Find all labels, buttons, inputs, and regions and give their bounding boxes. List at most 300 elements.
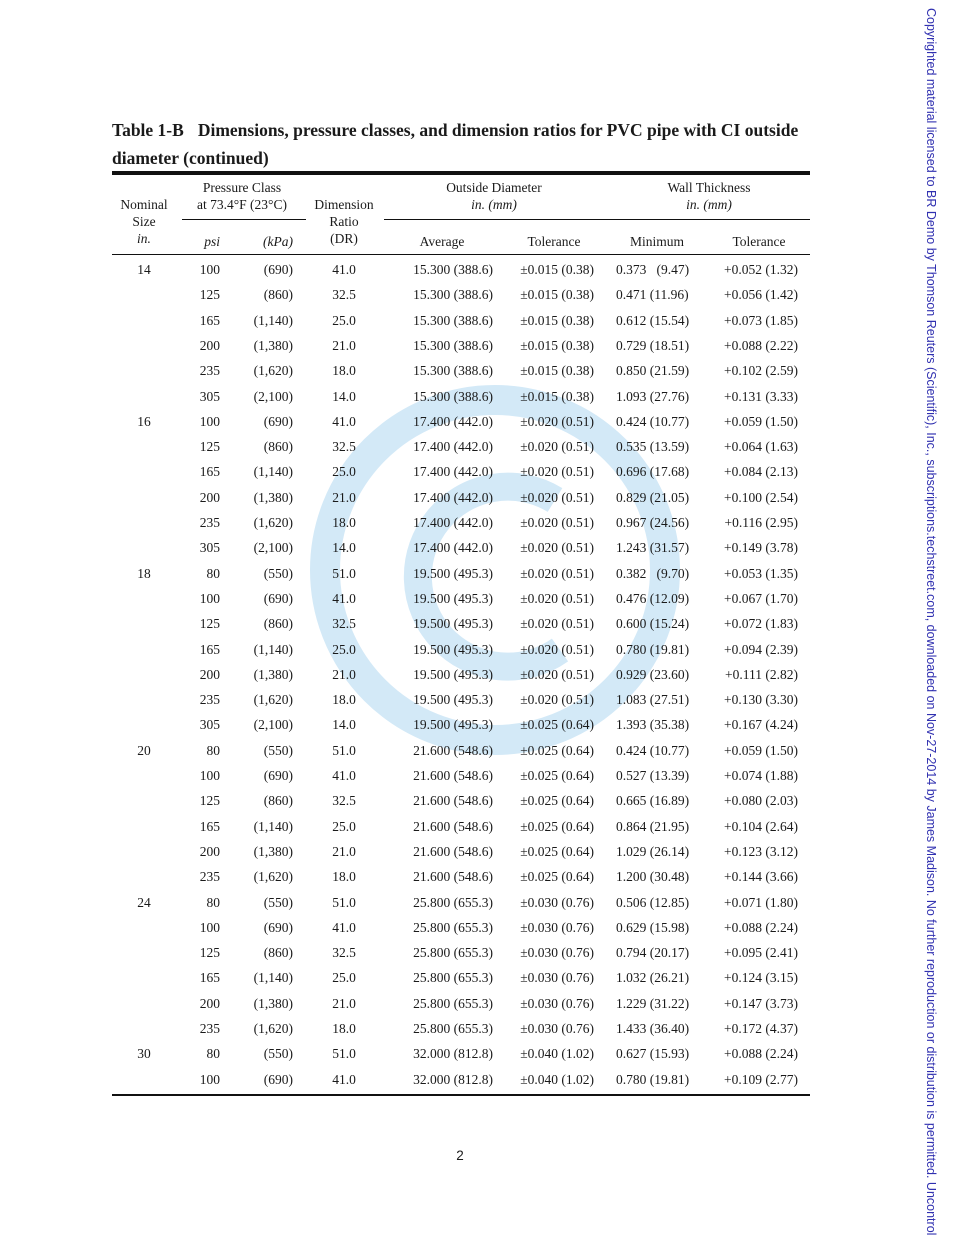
header-outside-diameter [384, 179, 604, 213]
table-row [112, 287, 810, 312]
cell-pressure-psi: 200 [199, 666, 220, 682]
cell-dimension-ratio: 32.5 [332, 439, 356, 455]
table-row [112, 389, 810, 414]
copyright-notice: Copyrighted material licensed to BR Demo by Thomson Reuters (Scientific), Inc., subscriptions.techstreet.com, downloaded on Nov-27-2014 by James Madison. No further reproduction or distribution is permitted. Uncontrol [924, 8, 938, 1235]
cell-wall-tolerance: +0.064 (1.63) [724, 439, 798, 455]
cell-od-tolerance: ±0.025 (0.64) [520, 742, 594, 758]
header-unit: (kPa) [263, 234, 293, 249]
cell-pressure-kpa: (690) [263, 919, 293, 935]
table-row [112, 970, 810, 995]
cell-od-average: 32.000 (812.8) [413, 1071, 493, 1087]
cell-pressure-kpa: (690) [263, 768, 293, 783]
cell-wall-minimum: 0.696 (17.68) [616, 464, 690, 480]
table-row [112, 515, 810, 540]
header-bottom-rule [112, 254, 810, 255]
cell-od-average: 17.400 (442.0) [413, 489, 493, 505]
cell-pressure-psi: 165 [199, 641, 220, 657]
cell-wall-tolerance: +0.067 (1.70) [724, 590, 798, 606]
table-row [112, 1021, 810, 1046]
cell-pressure-psi: 165 [199, 312, 220, 328]
table-row [112, 844, 810, 869]
cell-dimension-ratio: 25.0 [332, 312, 356, 328]
cell-pressure-kpa: (690) [263, 1071, 293, 1087]
cell-od-average: 15.300 (388.6) [413, 312, 493, 328]
cell-wall-minimum: 0.424 (10.77) [616, 742, 690, 758]
cell-od-average: 21.600 (548.6) [413, 793, 493, 809]
cell-pressure-kpa: (860) [263, 945, 293, 961]
cell-od-average: 17.400 (442.0) [413, 515, 493, 530]
cell-pressure-psi: 100 [199, 590, 220, 606]
cell-od-average: 15.300 (388.6) [413, 262, 493, 277]
cell-od-average: 21.600 (548.6) [413, 818, 493, 834]
cell-nominal-size: 18 [137, 565, 151, 581]
cell-pressure-psi: 100 [199, 1071, 220, 1087]
cell-wall-minimum: 0.527 (13.39) [616, 768, 690, 783]
cell-pressure-kpa: (550) [263, 1046, 293, 1062]
cell-pressure-kpa: (1,620) [253, 363, 293, 379]
cell-pressure-psi: 80 [206, 894, 220, 910]
cell-wall-tolerance: +0.124 (3.15) [724, 970, 798, 986]
cell-dimension-ratio: 21.0 [332, 489, 356, 505]
cell-wall-minimum: 0.612 (15.54) [616, 312, 690, 328]
cell-pressure-kpa: (1,620) [253, 869, 293, 885]
cell-pressure-kpa: (690) [263, 413, 293, 429]
cell-wall-minimum: 1.243 (31.57) [616, 540, 690, 556]
table-row [112, 793, 810, 818]
cell-wall-minimum: 0.424 (10.77) [616, 413, 690, 429]
cell-od-average: 19.500 (495.3) [413, 590, 493, 606]
cell-wall-tolerance: +0.094 (2.39) [724, 641, 798, 657]
cell-pressure-psi: 305 [199, 540, 220, 556]
cell-pressure-psi: 305 [199, 388, 220, 404]
cell-wall-tolerance: +0.071 (1.80) [724, 894, 798, 910]
cell-pressure-psi: 235 [199, 1021, 220, 1036]
table-row [112, 1046, 810, 1071]
cell-wall-minimum: 0.850 (21.59) [616, 363, 690, 379]
cell-od-average: 17.400 (442.0) [413, 439, 493, 455]
table-row [112, 768, 810, 793]
cell-od-tolerance: ±0.030 (0.76) [520, 1021, 594, 1036]
cell-wall-tolerance: +0.080 (2.03) [724, 793, 798, 809]
header-wt-tolerance: Tolerance [732, 234, 786, 249]
page-number: 2 [456, 1148, 464, 1163]
cell-wall-tolerance: +0.172 (4.37) [724, 1021, 798, 1036]
cell-wall-minimum: 0.600 (15.24) [616, 616, 690, 632]
cell-od-tolerance: ±0.030 (0.76) [520, 945, 594, 961]
cell-pressure-psi: 125 [199, 439, 220, 455]
cell-od-average: 15.300 (388.6) [413, 287, 493, 303]
cell-od-tolerance: ±0.025 (0.64) [520, 717, 594, 733]
cell-dimension-ratio: 25.0 [332, 970, 356, 986]
cell-od-tolerance: ±0.020 (0.51) [520, 540, 594, 556]
cell-pressure-psi: 80 [206, 1046, 220, 1062]
header-psi [182, 233, 220, 250]
cell-od-tolerance: ±0.025 (0.64) [520, 768, 594, 783]
cell-dimension-ratio: 21.0 [332, 337, 356, 353]
cell-pressure-psi: 235 [199, 363, 220, 379]
header-pressure-class [180, 179, 304, 213]
cell-pressure-kpa: (550) [263, 742, 293, 758]
table-row [112, 920, 810, 945]
header-average: Average [419, 234, 465, 249]
cell-pressure-psi: 200 [199, 843, 220, 859]
cell-wall-minimum: 0.627 (15.93) [616, 1046, 690, 1062]
cell-wall-tolerance: +0.088 (2.22) [724, 337, 798, 353]
cell-dimension-ratio: 51.0 [332, 742, 356, 758]
cell-dimension-ratio: 32.5 [332, 287, 356, 303]
cell-dimension-ratio: 21.0 [332, 995, 356, 1011]
cell-wall-tolerance: +0.100 (2.54) [724, 489, 798, 505]
cell-wall-minimum: 0.967 (24.56) [616, 515, 690, 530]
table-row [112, 717, 810, 742]
cell-dimension-ratio: 18.0 [332, 1021, 356, 1036]
table-row [112, 363, 810, 388]
cell-dimension-ratio: 25.0 [332, 641, 356, 657]
cell-wall-tolerance: +0.059 (1.50) [724, 742, 798, 758]
table-row [112, 591, 810, 616]
cell-pressure-kpa: (1,380) [253, 666, 293, 682]
cell-pressure-psi: 235 [199, 869, 220, 885]
cell-nominal-size: 24 [137, 894, 151, 910]
table-row [112, 616, 810, 641]
cell-pressure-psi: 200 [199, 337, 220, 353]
cell-dimension-ratio: 41.0 [332, 919, 356, 935]
cell-od-average: 17.400 (442.0) [413, 540, 493, 556]
header-text: Pressure Class [202, 180, 282, 195]
cell-wall-tolerance: +0.088 (2.24) [724, 1046, 798, 1062]
cell-dimension-ratio: 41.0 [332, 1071, 356, 1087]
cell-pressure-kpa: (1,380) [253, 489, 293, 505]
table-row [112, 540, 810, 565]
cell-pressure-psi: 235 [199, 515, 220, 530]
table-row [112, 566, 810, 591]
cell-od-tolerance: ±0.025 (0.64) [520, 818, 594, 834]
cell-dimension-ratio: 18.0 [332, 363, 356, 379]
cell-od-average: 19.500 (495.3) [413, 692, 493, 708]
cell-wall-minimum: 0.780 (19.81) [616, 641, 690, 657]
cell-pressure-kpa: (1,140) [253, 970, 293, 986]
cell-wall-tolerance: +0.109 (2.77) [724, 1071, 798, 1087]
cell-nominal-size: 20 [137, 742, 151, 758]
cell-pressure-kpa: (2,100) [253, 540, 293, 556]
cell-pressure-kpa: (860) [263, 287, 293, 303]
cell-od-tolerance: ±0.015 (0.38) [520, 312, 594, 328]
cell-wall-tolerance: +0.130 (3.30) [724, 692, 798, 708]
header-text: Nominal [120, 197, 168, 212]
cell-od-average: 19.500 (495.3) [413, 666, 493, 682]
cell-od-average: 21.600 (548.6) [413, 843, 493, 859]
table-caption [112, 116, 812, 172]
cell-pressure-kpa: (1,620) [253, 515, 293, 530]
cell-od-tolerance: ±0.020 (0.51) [520, 666, 594, 682]
cell-dimension-ratio: 14.0 [332, 388, 356, 404]
cell-pressure-kpa: (1,140) [253, 641, 293, 657]
table-row [112, 692, 810, 717]
cell-pressure-kpa: (1,620) [253, 1021, 293, 1036]
cell-pressure-psi: 125 [199, 616, 220, 632]
header-text: Size [132, 214, 156, 229]
cell-od-average: 21.600 (548.6) [413, 742, 493, 758]
cell-wall-tolerance: +0.088 (2.24) [724, 919, 798, 935]
cell-wall-tolerance: +0.073 (1.85) [724, 312, 798, 328]
cell-dimension-ratio: 18.0 [332, 515, 356, 530]
cell-pressure-kpa: (690) [263, 262, 293, 277]
cell-wall-tolerance: +0.056 (1.42) [724, 287, 798, 303]
header-unit: psi [204, 234, 220, 249]
cell-od-tolerance: ±0.030 (0.76) [520, 995, 594, 1011]
cell-od-average: 17.400 (442.0) [413, 413, 493, 429]
cell-wall-minimum: 0.929 (23.60) [616, 666, 690, 682]
cell-wall-minimum: 1.083 (27.51) [616, 692, 690, 708]
od-wt-rule [384, 219, 810, 220]
cell-dimension-ratio: 41.0 [332, 262, 356, 277]
header-text: (DR) [330, 231, 358, 246]
header-wall-thickness [608, 179, 810, 213]
cell-wall-minimum: 0.373 (9.47) [616, 262, 690, 277]
cell-pressure-psi: 80 [206, 742, 220, 758]
cell-wall-tolerance: +0.116 (2.95) [724, 515, 798, 530]
cell-od-average: 19.500 (495.3) [413, 641, 493, 657]
cell-od-tolerance: ±0.015 (0.38) [520, 363, 594, 379]
cell-wall-tolerance: +0.144 (3.66) [724, 869, 798, 885]
cell-od-average: 25.800 (655.3) [413, 945, 493, 961]
cell-wall-minimum: 0.794 (20.17) [616, 945, 690, 961]
cell-od-tolerance: ±0.020 (0.51) [520, 565, 594, 581]
cell-pressure-kpa: (690) [263, 590, 293, 606]
header-od-tolerance: Tolerance [527, 234, 581, 249]
cell-dimension-ratio: 51.0 [332, 1046, 356, 1062]
header-unit: in. (mm) [686, 197, 732, 212]
table-row [112, 490, 810, 515]
cell-od-tolerance: ±0.020 (0.51) [520, 489, 594, 505]
cell-wall-minimum: 0.629 (15.98) [616, 919, 690, 935]
header-kpa [230, 233, 293, 250]
cell-od-tolerance: ±0.015 (0.38) [520, 337, 594, 353]
cell-pressure-kpa: (2,100) [253, 717, 293, 733]
cell-wall-minimum: 0.382 (9.70) [616, 565, 690, 581]
cell-wall-tolerance: +0.084 (2.13) [724, 464, 798, 480]
cell-od-tolerance: ±0.020 (0.51) [520, 641, 594, 657]
header-dimension-ratio [308, 196, 380, 247]
cell-pressure-kpa: (1,380) [253, 995, 293, 1011]
cell-dimension-ratio: 41.0 [332, 768, 356, 783]
cell-dimension-ratio: 32.5 [332, 945, 356, 961]
cell-od-average: 32.000 (812.8) [413, 1046, 493, 1062]
header-text: Outside Diameter [446, 180, 542, 195]
table-row [112, 313, 810, 338]
cell-pressure-psi: 100 [199, 768, 220, 783]
cell-dimension-ratio: 18.0 [332, 869, 356, 885]
cell-od-tolerance: ±0.015 (0.38) [520, 388, 594, 404]
cell-wall-tolerance: +0.147 (3.73) [724, 995, 798, 1011]
cell-od-tolerance: ±0.020 (0.51) [520, 464, 594, 480]
header-unit: in. [137, 231, 151, 246]
cell-wall-minimum: 1.433 (36.40) [616, 1021, 690, 1036]
cell-od-average: 25.800 (655.3) [413, 970, 493, 986]
cell-pressure-psi: 200 [199, 489, 220, 505]
cell-pressure-psi: 165 [199, 818, 220, 834]
cell-pressure-kpa: (1,140) [253, 464, 293, 480]
cell-od-tolerance: ±0.020 (0.51) [520, 616, 594, 632]
cell-od-tolerance: ±0.030 (0.76) [520, 970, 594, 986]
cell-wall-tolerance: +0.149 (3.78) [724, 540, 798, 556]
cell-wall-minimum: 0.476 (12.09) [616, 590, 690, 606]
cell-nominal-size: 30 [137, 1046, 151, 1062]
cell-od-tolerance: ±0.020 (0.51) [520, 590, 594, 606]
cell-wall-minimum: 1.032 (26.21) [616, 970, 690, 986]
table-row [112, 869, 810, 894]
cell-od-tolerance: ±0.020 (0.51) [520, 515, 594, 530]
table-top-rule [112, 171, 810, 175]
table-title: Dimensions, pressure classes, and dimension ratios for PVC pipe with CI outside diameter (continued) [112, 120, 799, 168]
cell-wall-minimum: 1.200 (30.48) [616, 869, 690, 885]
cell-od-average: 21.600 (548.6) [413, 869, 493, 885]
cell-od-average: 19.500 (495.3) [413, 565, 493, 581]
table-number: Table 1-B [112, 120, 184, 140]
cell-od-tolerance: ±0.015 (0.38) [520, 287, 594, 303]
table-row [112, 414, 810, 439]
cell-pressure-psi: 165 [199, 464, 220, 480]
header-text: Wall Thickness [667, 180, 751, 195]
cell-od-tolerance: ±0.025 (0.64) [520, 843, 594, 859]
cell-pressure-psi: 100 [199, 262, 220, 277]
cell-pressure-kpa: (1,140) [253, 818, 293, 834]
cell-dimension-ratio: 32.5 [332, 793, 356, 809]
cell-pressure-kpa: (550) [263, 894, 293, 910]
cell-pressure-kpa: (860) [263, 439, 293, 455]
cell-dimension-ratio: 25.0 [332, 818, 356, 834]
cell-pressure-kpa: (1,380) [253, 843, 293, 859]
cell-wall-minimum: 0.864 (21.95) [616, 818, 690, 834]
cell-wall-minimum: 0.729 (18.51) [616, 337, 690, 353]
cell-dimension-ratio: 14.0 [332, 540, 356, 556]
table-row [112, 945, 810, 970]
cell-od-average: 15.300 (388.6) [413, 337, 493, 353]
cell-wall-minimum: 1.229 (31.22) [616, 995, 690, 1011]
cell-od-average: 25.800 (655.3) [413, 995, 493, 1011]
cell-od-tolerance: ±0.030 (0.76) [520, 894, 594, 910]
cell-wall-tolerance: +0.111 (2.82) [725, 666, 798, 682]
cell-wall-tolerance: +0.102 (2.59) [724, 363, 798, 379]
cell-od-average: 19.500 (495.3) [413, 717, 493, 733]
cell-dimension-ratio: 21.0 [332, 843, 356, 859]
pressure-class-rule [182, 219, 306, 220]
cell-dimension-ratio: 32.5 [332, 616, 356, 632]
cell-od-tolerance: ±0.030 (0.76) [520, 919, 594, 935]
cell-wall-tolerance: +0.053 (1.35) [724, 565, 798, 581]
cell-pressure-psi: 165 [199, 970, 220, 986]
cell-wall-minimum: 0.780 (19.81) [616, 1071, 690, 1087]
cell-od-average: 21.600 (548.6) [413, 768, 493, 783]
cell-wall-minimum: 0.471 (11.96) [616, 287, 689, 303]
cell-dimension-ratio: 41.0 [332, 413, 356, 429]
cell-wall-tolerance: +0.123 (3.12) [724, 843, 798, 859]
cell-wall-minimum: 0.829 (21.05) [616, 489, 690, 505]
cell-nominal-size: 14 [137, 262, 151, 277]
cell-od-average: 15.300 (388.6) [413, 363, 493, 379]
cell-wall-tolerance: +0.104 (2.64) [724, 818, 798, 834]
table-row [112, 895, 810, 920]
cell-od-tolerance: ±0.025 (0.64) [520, 869, 594, 885]
cell-pressure-psi: 305 [199, 717, 220, 733]
table-row [112, 439, 810, 464]
cell-od-average: 25.800 (655.3) [413, 1021, 493, 1036]
table-row [112, 819, 810, 844]
cell-wall-tolerance: +0.059 (1.50) [724, 413, 798, 429]
cell-wall-minimum: 0.535 (13.59) [616, 439, 690, 455]
cell-wall-tolerance: +0.167 (4.24) [724, 717, 798, 733]
table-row [112, 338, 810, 363]
cell-od-average: 25.800 (655.3) [413, 894, 493, 910]
copyright-sidebar [924, 0, 960, 1235]
table-bottom-rule [112, 1094, 810, 1096]
table-row [112, 667, 810, 692]
header-text: Dimension [314, 197, 374, 212]
table-row [112, 996, 810, 1021]
cell-dimension-ratio: 18.0 [332, 692, 356, 708]
cell-dimension-ratio: 41.0 [332, 590, 356, 606]
cell-od-tolerance: ±0.020 (0.51) [520, 439, 594, 455]
cell-dimension-ratio: 51.0 [332, 894, 356, 910]
table-row [112, 743, 810, 768]
cell-wall-minimum: 1.093 (27.76) [616, 388, 690, 404]
table-row [112, 262, 810, 287]
cell-dimension-ratio: 51.0 [332, 565, 356, 581]
cell-pressure-psi: 125 [199, 287, 220, 303]
cell-dimension-ratio: 21.0 [332, 666, 356, 682]
cell-wall-tolerance: +0.052 (1.32) [724, 262, 798, 277]
cell-nominal-size: 16 [137, 413, 151, 429]
cell-pressure-kpa: (860) [263, 793, 293, 809]
cell-pressure-psi: 100 [199, 919, 220, 935]
cell-pressure-kpa: (1,140) [253, 312, 293, 328]
cell-wall-minimum: 0.506 (12.85) [616, 894, 690, 910]
cell-pressure-psi: 100 [199, 413, 220, 429]
cell-od-average: 19.500 (495.3) [413, 616, 493, 632]
cell-pressure-kpa: (1,620) [253, 692, 293, 708]
cell-pressure-psi: 125 [199, 945, 220, 961]
cell-pressure-psi: 235 [199, 692, 220, 708]
header-text: at 73.4°F (23°C) [197, 197, 287, 212]
cell-pressure-psi: 200 [199, 995, 220, 1011]
cell-pressure-kpa: (1,380) [253, 337, 293, 353]
cell-od-tolerance: ±0.020 (0.51) [520, 413, 594, 429]
cell-pressure-psi: 125 [199, 793, 220, 809]
table-row [112, 464, 810, 489]
cell-od-tolerance: ±0.020 (0.51) [520, 692, 594, 708]
cell-od-average: 15.300 (388.6) [413, 388, 493, 404]
cell-od-average: 17.400 (442.0) [413, 464, 493, 480]
header-unit: in. (mm) [471, 197, 517, 212]
cell-od-tolerance: ±0.025 (0.64) [520, 793, 594, 809]
cell-od-average: 25.800 (655.3) [413, 919, 493, 935]
cell-wall-tolerance: +0.095 (2.41) [724, 945, 798, 961]
cell-wall-minimum: 0.665 (16.89) [616, 793, 690, 809]
cell-wall-tolerance: +0.072 (1.83) [724, 616, 798, 632]
cell-wall-tolerance: +0.074 (1.88) [724, 768, 798, 783]
cell-dimension-ratio: 14.0 [332, 717, 356, 733]
cell-od-tolerance: ±0.040 (1.02) [520, 1046, 594, 1062]
cell-pressure-kpa: (550) [263, 565, 293, 581]
header-text: Ratio [329, 214, 359, 229]
cell-pressure-kpa: (860) [263, 616, 293, 632]
table-row [112, 642, 810, 667]
cell-wall-tolerance: +0.131 (3.33) [724, 388, 798, 404]
cell-od-tolerance: ±0.015 (0.38) [520, 262, 594, 277]
cell-pressure-psi: 80 [206, 565, 220, 581]
header-nominal-size [112, 196, 176, 247]
cell-dimension-ratio: 25.0 [332, 464, 356, 480]
